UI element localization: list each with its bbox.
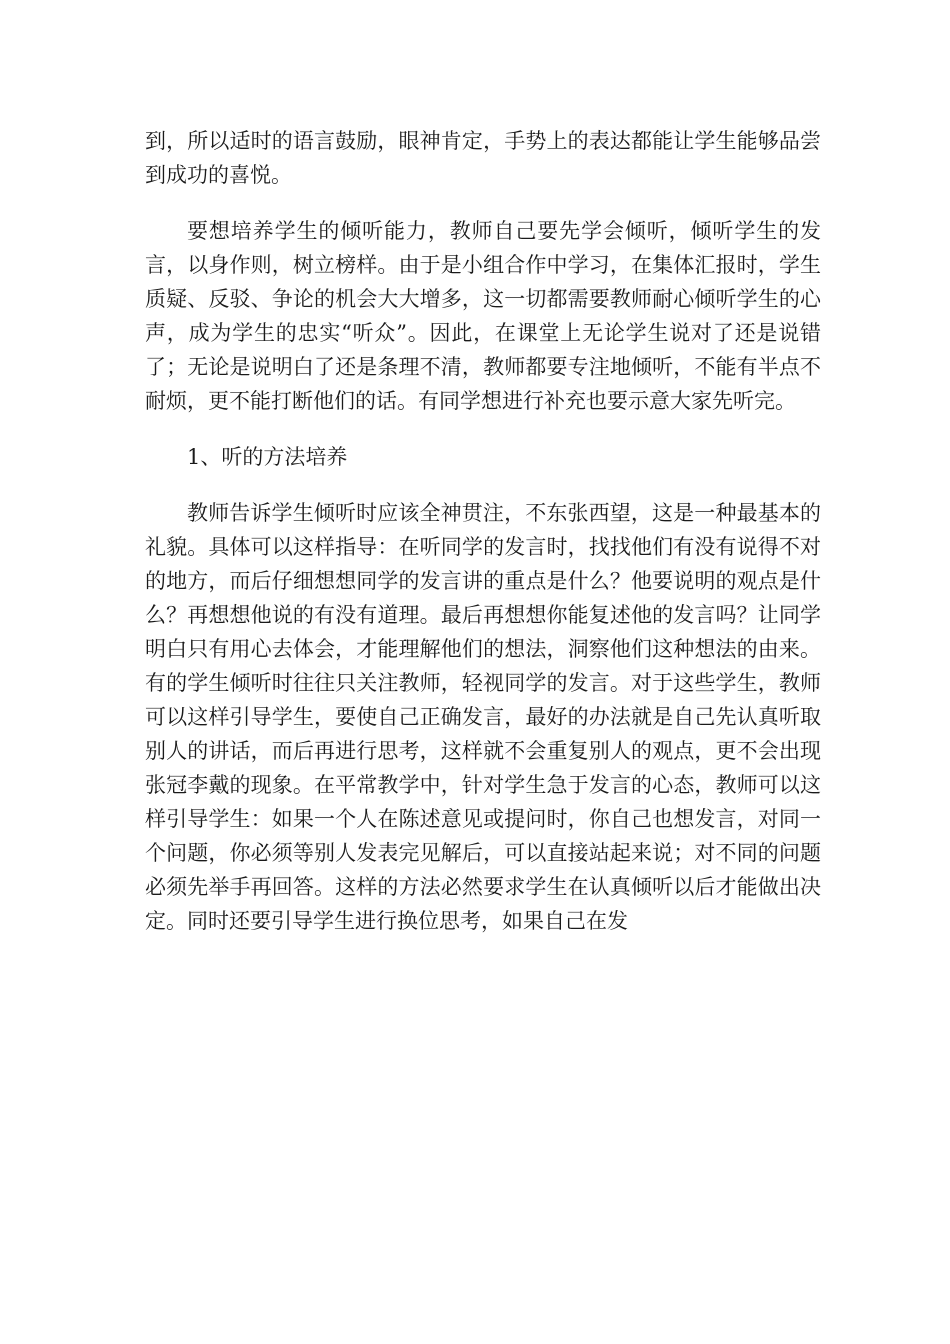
document-page <box>145 124 821 960</box>
paragraph-continuation: 到，所以适时的语言鼓励，眼神肯定，手势上的表达都能让学生能够品尝到成功的喜悦。 <box>145 129 821 187</box>
paragraph-listening-role-model: 要想培养学生的倾听能力，教师自己要先学会倾听，倾听学生的发言，以身作则，树立榜样。由于是小组合作中学习，在集体汇报时，学生质疑、反驳、争论的机会大大增多，这一切都需要教师耐心倾听学生的心声，成为学生的忠实“听众”。因此，在课堂上无论学生说对了还是说错了；无论是说明白了还是条理不清，教师都要专注地倾听，不能有半点不耐烦，更不能打断他们的话。有同学想进行补充也要示意大家先听完。 <box>145 219 821 413</box>
section-heading-listening-methods: 1、听的方法培养 <box>187 445 348 469</box>
paragraph-listening-guidance: 教师告诉学生倾听时应该全神贯注，不东张西望，这是一种最基本的礼貌。具体可以这样指导：在听同学的发言时，找找他们有没有说得不对的地方，而后仔细想想同学的发言讲的重点是什么？他要说明的观点是什么？再想想他说的有没有道理。最后再想想你能复述他的发言吗？让同学明白只有用心去体会，才能理解他们的想法，洞察他们这种想法的由来。有的学生倾听时往往只关注教师，轻视同学的发言。对于这些学生，教师可以这样引导学生，要使自己正确发言，最好的办法就是自己先认真听取别人的讲话，而后再进行思考，这样就不会重复别人的观点，更不会出现张冠李戴的现象。在平常教学中，针对学生急于发言的心态，教师可以这样引导学生：如果一个人在陈述意见或提问时，你自己也想发言，对同一个问题，你必须等别人发表完见解后，可以直接站起来说；对不同的问题必须先举手再回答。这样的方法必然要求学生在认真倾听以后才能做出决定。同时还要引导学生进行换位思考，如果自己在发 <box>145 501 821 933</box>
